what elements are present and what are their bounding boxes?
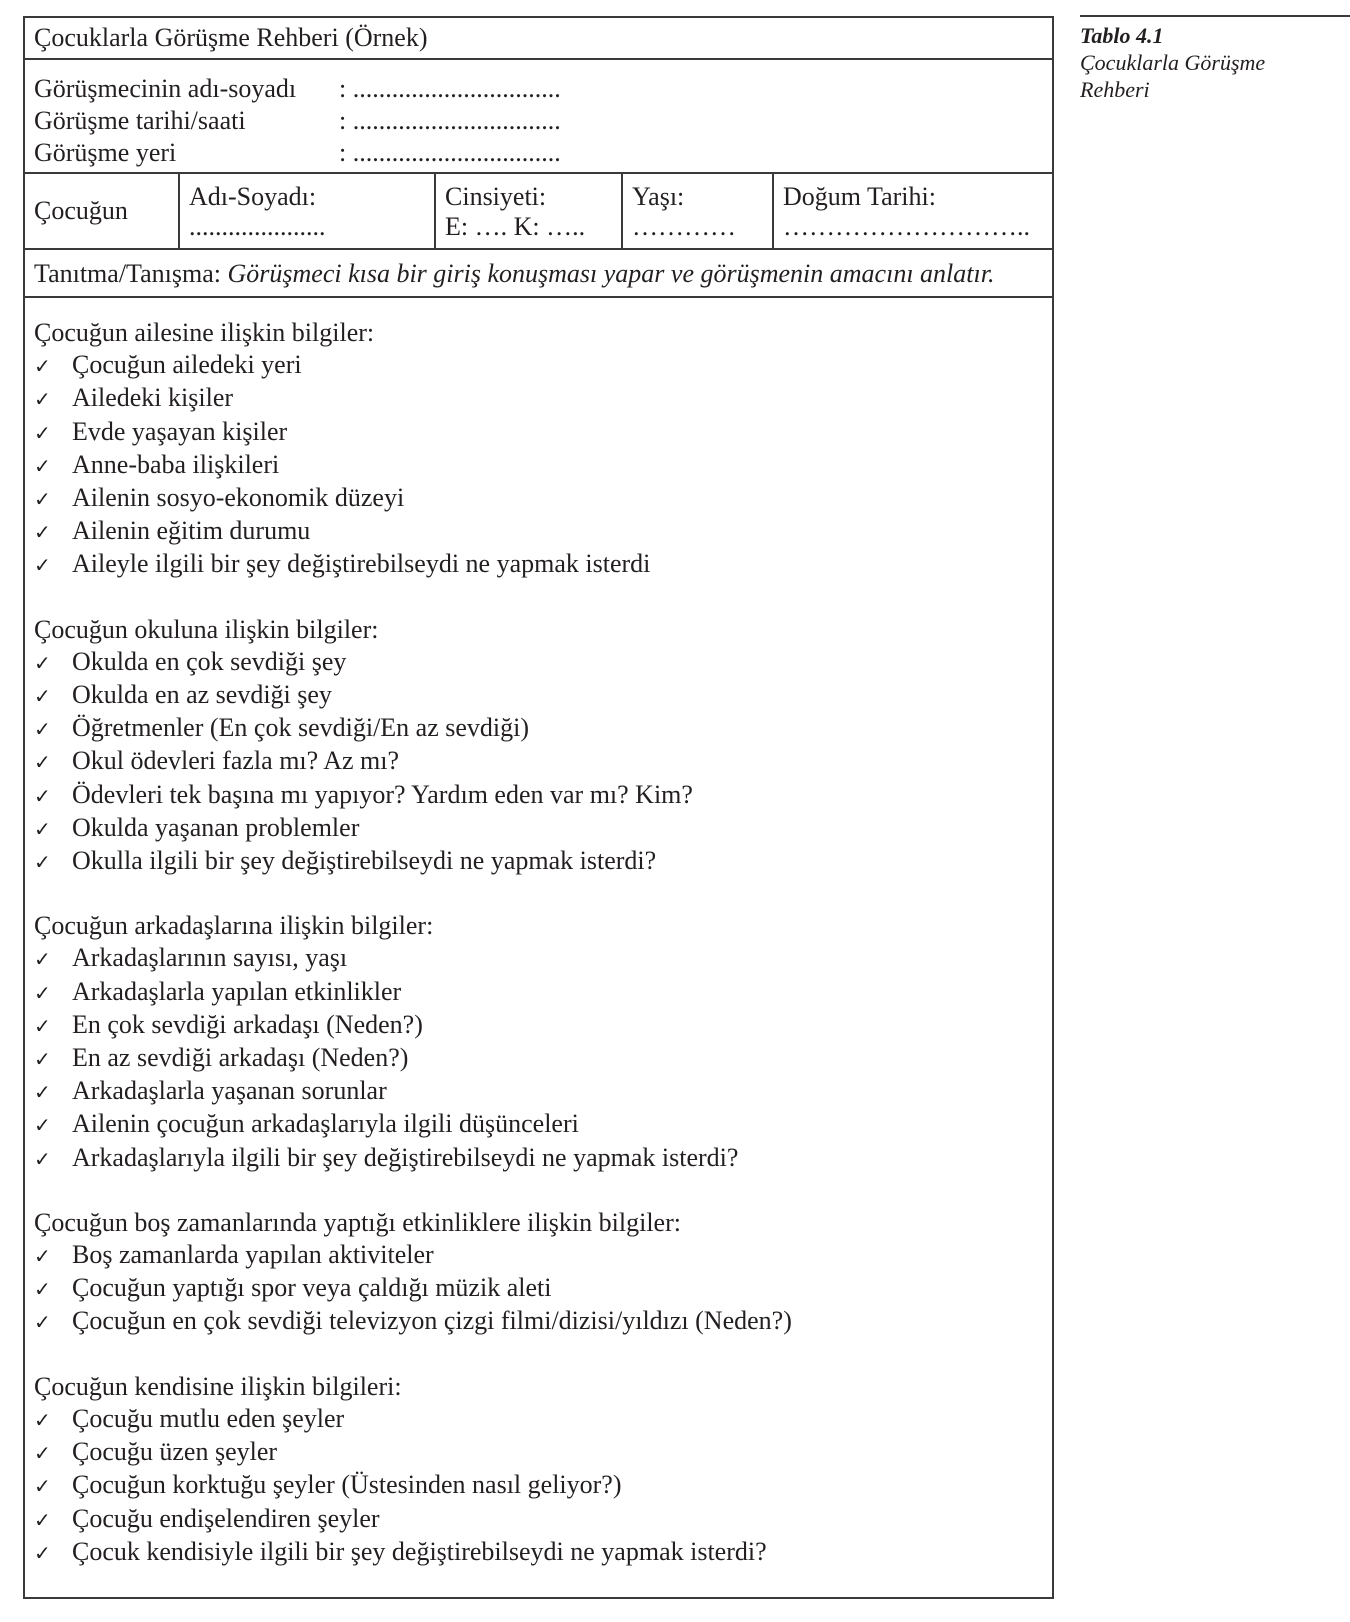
list-item-text: Okul ödevleri fazla mı? Az mı? — [72, 746, 400, 776]
list-item-text: Okulda yaşanan problemler — [72, 812, 360, 842]
checkmark-icon: ✓ — [34, 684, 51, 709]
intro-text — [34, 259, 994, 289]
list-item-text: Arkadaşlarıyla ilgili bir şey değiştirebilseydi ne yapmak isterdi? — [72, 1142, 739, 1172]
list-item — [34, 548, 1052, 581]
list-item-text: Ödevleri tek başına mı yapıyor? Yardım eden var mı? Kim? — [72, 779, 693, 809]
list-item-text: En çok sevdiği arkadaşı (Neden?) — [72, 1009, 423, 1039]
caption-rule — [1080, 15, 1350, 17]
section-heading: Çocuğun kendisine ilişkin bilgileri: — [34, 1371, 402, 1401]
list-item — [34, 1075, 1052, 1108]
interview-guide-table — [23, 16, 1054, 1599]
list-item — [34, 845, 1052, 878]
list-item-text: Boş zamanlarda yapılan aktiviteler — [72, 1240, 434, 1270]
checkmark-icon: ✓ — [34, 816, 51, 841]
checkmark-icon: ✓ — [34, 717, 51, 742]
field-blank: : ................................ — [339, 138, 561, 167]
child-age-label: Yaşı: — [632, 182, 685, 211]
field-label: Görüşmecinin adı-soyadı — [34, 74, 297, 103]
checkmark-icon: ✓ — [34, 947, 51, 972]
checkmark-icon: ✓ — [34, 1244, 51, 1269]
list-item — [34, 976, 1052, 1009]
checkmark-icon: ✓ — [34, 783, 51, 808]
list-item — [34, 646, 1052, 679]
checkmark-icon: ✓ — [34, 553, 51, 578]
list-item — [34, 1239, 1052, 1272]
child-age-blank: ………… — [632, 212, 736, 241]
checkmark-icon: ✓ — [34, 750, 51, 775]
list-item-text: Okulda en çok sevdiği şey — [72, 646, 347, 676]
child-age-cell — [623, 174, 774, 248]
list-item — [34, 1142, 1052, 1175]
list-item — [34, 1469, 1052, 1502]
child-gender-blank: E: …. K: ….. — [445, 212, 586, 241]
checkmark-icon: ✓ — [34, 1441, 51, 1466]
checkmark-icon: ✓ — [34, 354, 51, 379]
intro-row — [25, 250, 1052, 298]
child-name-label: Adı-Soyadı: — [189, 182, 317, 211]
field-blank: : ................................ — [339, 74, 561, 103]
list-item-text: Öğretmenler (En çok sevdiği/En az sevdiği) — [72, 713, 530, 743]
child-gender-label: Cinsiyeti: — [445, 182, 547, 211]
list-item — [34, 712, 1052, 745]
field-blank: : ................................ — [339, 106, 561, 135]
list-item-text: Çocuğu endişelendiren şeyler — [72, 1503, 380, 1533]
list-item-text: Ailenin çocuğun arkadaşlarıyla ilgili düşünceleri — [72, 1109, 579, 1139]
list-item — [34, 1042, 1052, 1075]
child-birthdate-label: Doğum Tarihi: — [783, 182, 936, 211]
list-item — [34, 382, 1052, 415]
checkmark-icon: ✓ — [34, 453, 51, 478]
list-item-text: Çocuğun en çok sevdiği televizyon çizgi filmi/dizisi/yıldızı (Neden?) — [72, 1306, 792, 1336]
child-header: Çocuğun — [34, 196, 128, 225]
interview-datetime-field — [34, 106, 561, 136]
checkmark-icon: ✓ — [34, 1080, 51, 1105]
list-item-text: Ailedeki kişiler — [72, 383, 234, 413]
caption-number: Tablo 4.1 — [1080, 23, 1164, 48]
list-item — [34, 449, 1052, 482]
table-title: Çocuklarla Görüşme Rehberi (Örnek) — [34, 23, 428, 52]
list-item — [34, 1436, 1052, 1469]
checkmark-icon: ✓ — [34, 487, 51, 512]
list-item-text: Çocuğu mutlu eden şeyler — [72, 1403, 345, 1433]
list-item — [34, 1108, 1052, 1141]
list-item — [34, 812, 1052, 845]
list-item-text: Çocuğun ailedeki yeri — [72, 350, 302, 380]
list-item-text: Arkadaşlarının sayısı, yaşı — [72, 943, 348, 973]
checkmark-icon: ✓ — [34, 1310, 51, 1335]
list-item — [34, 1009, 1052, 1042]
child-gender-cell — [436, 174, 623, 248]
checkmark-icon: ✓ — [34, 1146, 51, 1171]
guide-sections — [34, 317, 1052, 1601]
list-item-text: Arkadaşlarla yaşanan sorunlar — [72, 1076, 387, 1106]
checkmark-icon: ✓ — [34, 1277, 51, 1302]
section-heading: Çocuğun ailesine ilişkin bilgiler: — [34, 318, 375, 347]
list-item — [34, 482, 1052, 515]
list-item-text: Çocuk kendisiyle ilgili bir şey değiştirebilseydi ne yapmak isterdi? — [72, 1536, 767, 1566]
list-item — [34, 1503, 1052, 1536]
checkmark-icon: ✓ — [34, 1474, 51, 1499]
checkmark-icon: ✓ — [34, 850, 51, 875]
guide-section — [34, 614, 1052, 879]
guide-section — [34, 1371, 1052, 1569]
intro-label: Tanıtma/Tanışma: — [34, 259, 221, 288]
list-item-text: Çocuğu üzen şeyler — [72, 1437, 278, 1467]
list-item — [34, 1272, 1052, 1305]
child-birthdate-blank: ……………………….. — [783, 212, 1030, 241]
list-item — [34, 416, 1052, 449]
interview-location-field — [34, 138, 561, 168]
child-name-blank: ..................... — [189, 212, 326, 241]
list-item — [34, 779, 1052, 812]
table-caption — [1080, 22, 1340, 103]
table-title-row — [25, 18, 1052, 60]
list-item — [34, 1403, 1052, 1436]
checkmark-icon: ✓ — [34, 650, 51, 675]
checkmark-icon: ✓ — [34, 980, 51, 1005]
list-item — [34, 1536, 1052, 1569]
list-item-text: Anne-baba ilişkileri — [72, 449, 280, 479]
checkmark-icon: ✓ — [34, 1407, 51, 1432]
guide-section — [34, 317, 1052, 582]
field-label: Görüşme yeri — [34, 138, 177, 167]
caption-title: Çocuklarla Görüşme Rehberi — [1080, 50, 1266, 102]
intro-description: Görüşmeci kısa bir giriş konuşması yapar ve görüşmenin amacını anlatır. — [227, 259, 995, 288]
checkmark-icon: ✓ — [34, 520, 51, 545]
child-birthdate-cell — [774, 174, 1052, 248]
guide-section — [34, 1207, 1052, 1339]
field-label: Görüşme tarihi/saati — [34, 106, 246, 135]
child-header-cell — [25, 174, 180, 248]
list-item-text: En az sevdiği arkadaşı (Neden?) — [72, 1043, 409, 1073]
guide-section — [34, 910, 1052, 1175]
interviewer-name-field — [34, 74, 561, 104]
interviewer-info-row — [25, 60, 1052, 174]
list-item — [34, 745, 1052, 778]
checkmark-icon: ✓ — [34, 1013, 51, 1038]
list-item-text: Evde yaşayan kişiler — [72, 416, 288, 446]
list-item — [34, 942, 1052, 975]
checkmark-icon: ✓ — [34, 1113, 51, 1138]
checkmark-icon: ✓ — [34, 1047, 51, 1072]
checkmark-icon: ✓ — [34, 1540, 51, 1565]
list-item — [34, 1305, 1052, 1338]
list-item-text: Çocuğun korktuğu şeyler (Üstesinden nasıl geliyor?) — [72, 1470, 622, 1500]
section-heading: Çocuğun arkadaşlarına ilişkin bilgiler: — [34, 911, 434, 941]
child-info-row — [25, 174, 1052, 250]
section-heading: Çocuğun okuluna ilişkin bilgiler: — [34, 614, 379, 644]
list-item — [34, 349, 1052, 382]
checkmark-icon: ✓ — [34, 387, 51, 412]
list-item-text: Okulda en az sevdiği şey — [72, 680, 332, 710]
guide-body — [25, 298, 1052, 1597]
checkmark-icon: ✓ — [34, 420, 51, 445]
list-item — [34, 679, 1052, 712]
list-item-text: Arkadaşlarla yapılan etkinlikler — [72, 976, 402, 1006]
list-item-text: Aileyle ilgili bir şey değiştirebilseydi ne yapmak isterdi — [72, 549, 651, 579]
child-name-cell — [180, 174, 436, 248]
section-heading: Çocuğun boş zamanlarında yaptığı etkinliklere ilişkin bilgiler: — [34, 1207, 681, 1237]
list-item-text: Çocuğun yaptığı spor veya çaldığı müzik aleti — [72, 1273, 552, 1303]
list-item-text: Ailenin eğitim durumu — [72, 516, 311, 546]
list-item — [34, 515, 1052, 548]
list-item-text: Ailenin sosyo-ekonomik düzeyi — [72, 483, 405, 513]
checkmark-icon: ✓ — [34, 1507, 51, 1532]
list-item-text: Okulla ilgili bir şey değiştirebilseydi ne yapmak isterdi? — [72, 846, 657, 876]
